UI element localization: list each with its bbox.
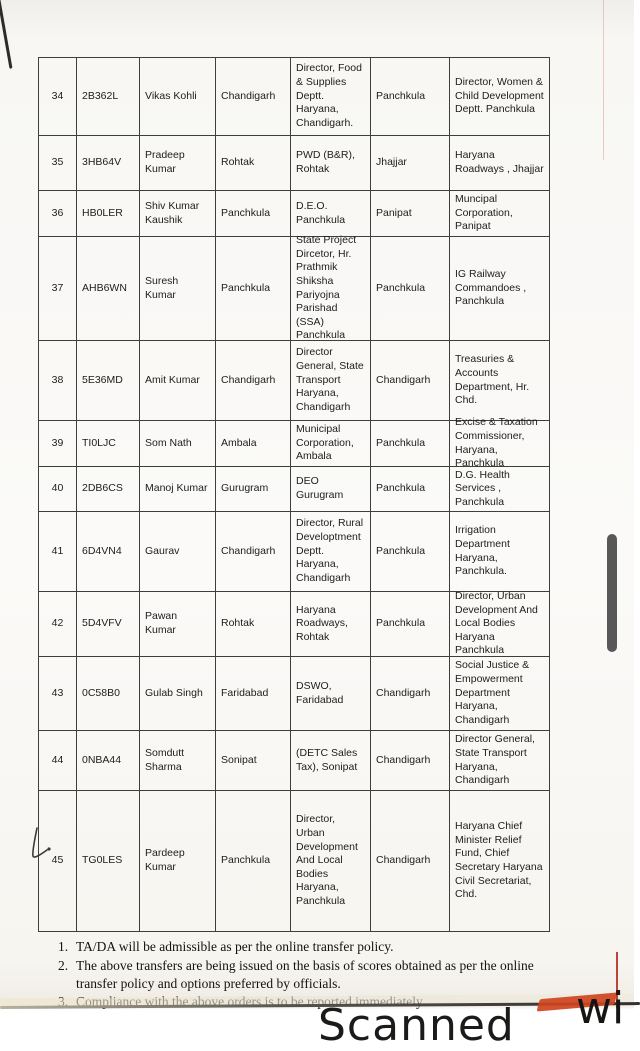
cell-serial: 40	[39, 467, 77, 511]
cell-serial: 43	[39, 657, 77, 730]
cell-to-station: Chandigarh	[371, 791, 450, 931]
cell-to-office: Excise & Taxation Commissioner, Haryana, Panchkula	[455, 416, 538, 470]
cell-from-station: Ambala	[216, 421, 291, 466]
table-row	[39, 467, 549, 512]
cell-name: Gulab Singh	[140, 657, 216, 730]
cell-to-station: Chandigarh	[371, 341, 450, 420]
cell-to-office: Irrigation Department Haryana, Panchkula.	[455, 524, 510, 578]
cell-from-office: DSWO, Faridabad	[291, 657, 371, 730]
cell-name: Suresh Kumar	[140, 237, 216, 340]
cell-serial: 44	[39, 731, 77, 790]
cell-to-office: Haryana Roadways , Jhajjar	[455, 149, 544, 175]
scrollbar-thumb[interactable]	[607, 534, 617, 652]
cell-employee-code: 0C58B0	[77, 657, 140, 730]
cell-from-office: (DETC Sales Tax), Sonipat	[291, 731, 371, 790]
cell-from-station: Panchkula	[216, 237, 291, 340]
cell-to-office: Social Justice & Empowerment Department Haryana, Chandigarh	[455, 659, 530, 726]
cell-to-station: Panipat	[371, 191, 450, 236]
cell-from-station: Rohtak	[216, 136, 291, 190]
cell-employee-code: HB0LER	[77, 191, 140, 236]
cell-name: Shiv Kumar Kaushik	[140, 191, 216, 236]
footnote-text: TA/DA will be admissible as per the online transfer policy.	[76, 939, 394, 954]
cell-name: Pawan Kumar	[140, 592, 216, 656]
watermark-suffix: wi	[576, 983, 625, 1034]
table-row	[39, 136, 549, 191]
cell-to-station: Panchkula	[371, 421, 450, 466]
cell-name: Manoj Kumar	[140, 467, 216, 511]
cell-from-office: Director, Rural Developtment Deptt. Haryana, Chandigarh	[291, 512, 371, 591]
cell-to-station: Jhajjar	[371, 136, 450, 190]
cell-name: Amit Kumar	[140, 341, 216, 420]
cell-employee-code: TI0LJC	[77, 421, 140, 466]
cell-from-office: Director, Food & Supplies Deptt. Haryana, Chandigarh.	[291, 58, 371, 135]
table-row	[39, 58, 549, 136]
cell-employee-code: 0NBA44	[77, 731, 140, 790]
cell-to-station: Chandigarh	[371, 731, 450, 790]
cell-name: Pardeep Kumar	[140, 791, 216, 931]
footnote-item	[58, 938, 578, 956]
cell-name: Gaurav	[140, 512, 216, 591]
cell-serial: 45	[39, 791, 77, 931]
cell-to-station: Panchkula	[371, 58, 450, 135]
table-row	[39, 416, 549, 470]
cell-to-office: D.G. Health Services , Panchkula	[455, 468, 510, 508]
cell-from-office: Municipal Corporation, Ambala	[291, 421, 371, 466]
cell-serial: 42	[39, 592, 77, 656]
footnote-item	[58, 957, 578, 993]
cell-to-office: Haryana Chief Minister Relief Fund, Chief Secretary Haryana Civil Secretariat, Chd.	[455, 820, 543, 901]
cell-serial: 39	[39, 421, 77, 466]
cell-from-station: Rohtak	[216, 592, 291, 656]
cell-to-office: Director General, State Transport Haryana, Chandigarh	[455, 733, 535, 787]
cell-employee-code: 6D4VN4	[77, 512, 140, 591]
table-row	[39, 191, 549, 237]
cell-from-station: Gurugram	[216, 467, 291, 511]
cell-from-office: State Project Dircetor, Hr. Prathmik Shiksha Pariyojna Parishad (SSA) Panchkula	[291, 237, 371, 340]
cell-employee-code: 3HB64V	[77, 136, 140, 190]
cell-from-office: PWD (B&R), Rohtak	[291, 136, 371, 190]
cell-to-office: Muncipal Corporation, Panipat	[455, 193, 513, 233]
cell-name: Som Nath	[140, 421, 216, 466]
cell-from-office: Haryana Roadways, Rohtak	[291, 592, 371, 656]
cell-from-station: Faridabad	[216, 657, 291, 730]
cell-serial: 34	[39, 58, 77, 135]
cell-to-office: IG Railway Commandoes , Panchkula	[455, 268, 527, 308]
cell-to-station: Panchkula	[371, 592, 450, 656]
cell-from-station: Panchkula	[216, 191, 291, 236]
cell-to-station: Panchkula	[371, 467, 450, 511]
watermark-word: Scanned	[318, 1000, 515, 1051]
pen-checkmark-annotation	[26, 824, 56, 866]
scan-artifact-line	[603, 0, 604, 160]
cell-employee-code: AHB6WN	[77, 237, 140, 340]
cell-serial: 37	[39, 237, 77, 340]
footnote-number: 2.	[58, 957, 69, 973]
cell-from-station: Sonipat	[216, 731, 291, 790]
table-row	[39, 233, 549, 342]
cell-from-office: Director, Urban Development And Local Bodies Haryana, Panchkula	[291, 791, 371, 931]
cell-employee-code: 2B362L	[77, 58, 140, 135]
cell-from-office: D.E.O. Panchkula	[291, 191, 371, 236]
cell-name: Somdutt Sharma	[140, 731, 216, 790]
cell-employee-code: 2DB6CS	[77, 467, 140, 511]
footnote-text: The above transfers are being issued on the basis of scores obtained as per the online transfer policy and options preferred by officials.	[76, 957, 534, 991]
table-row	[39, 731, 549, 791]
transfer-orders-table	[38, 57, 550, 932]
table-row	[39, 341, 549, 421]
table-row	[39, 589, 549, 657]
cell-to-station: Panchkula	[371, 237, 450, 340]
cell-to-station: Panchkula	[371, 512, 450, 591]
table-row	[39, 657, 549, 731]
cell-from-station: Chandigarh	[216, 58, 291, 135]
cell-from-office: DEO Gurugram	[291, 467, 371, 511]
cell-to-office: Treasuries & Accounts Department, Hr. Chd.	[455, 353, 530, 407]
footnote-number: 1.	[58, 939, 69, 954]
cell-to-office: Director, Women & Child Development Deptt. Panchkula	[455, 76, 544, 116]
cell-name: Vikas Kohli	[140, 58, 216, 135]
cell-serial: 36	[39, 191, 77, 236]
cell-to-office: Director, Urban Development And Local Bodies Haryana Panchkula	[455, 589, 538, 657]
table-row	[39, 791, 549, 931]
cell-employee-code: 5E36MD	[77, 341, 140, 420]
paper-corner-edge	[0, 0, 12, 69]
cell-from-station: Panchkula	[216, 791, 291, 931]
cell-from-office: Director General, State Transport Haryana, Chandigarh	[291, 341, 371, 420]
cell-employee-code: 5D4VFV	[77, 592, 140, 656]
cell-serial: 35	[39, 136, 77, 190]
watermark-text-clipped	[318, 1000, 515, 1051]
cell-name: Pradeep Kumar	[140, 136, 216, 190]
cell-serial: 38	[39, 341, 77, 420]
cell-to-station: Chandigarh	[371, 657, 450, 730]
cell-from-station: Chandigarh	[216, 512, 291, 591]
table-row	[39, 512, 549, 592]
cell-employee-code: TG0LES	[77, 791, 140, 931]
cell-from-station: Chandigarh	[216, 341, 291, 420]
cell-serial: 41	[39, 512, 77, 591]
